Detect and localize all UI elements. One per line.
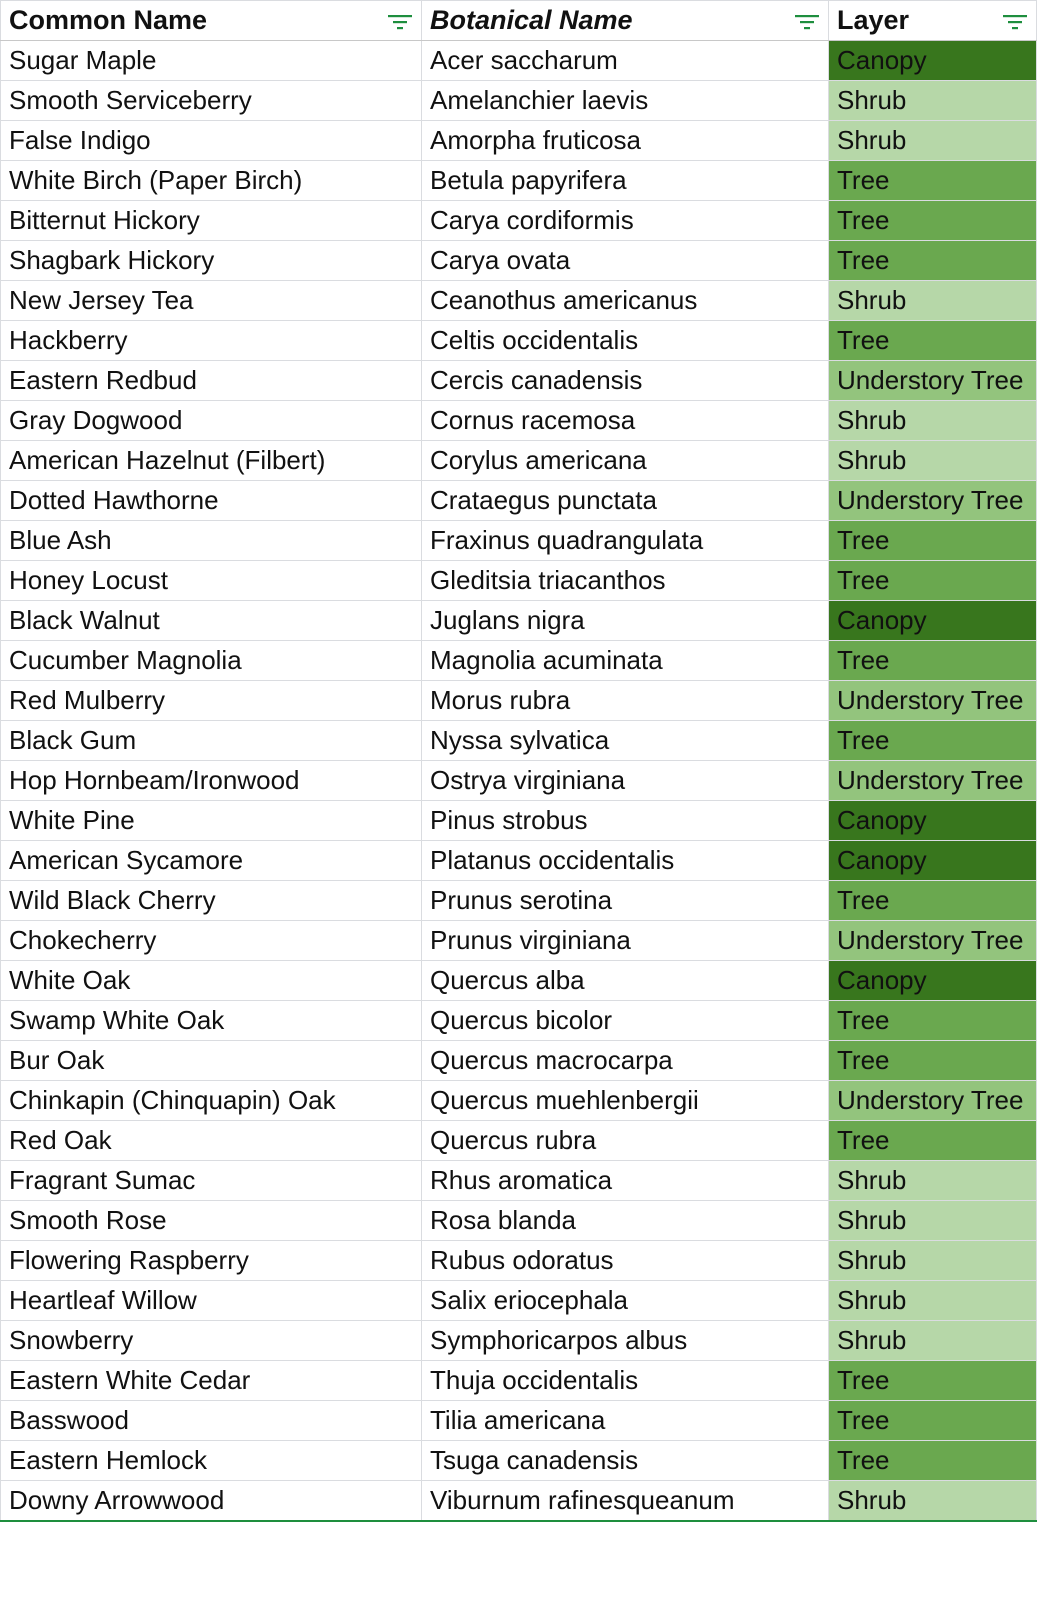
botanical-name-cell[interactable]: Amelanchier laevis [422,81,829,121]
layer-cell[interactable]: Shrub [829,401,1037,441]
botanical-name-cell[interactable]: Tsuga canadensis [422,1441,829,1481]
table-row [1,841,1037,881]
table-row [1,801,1037,841]
layer-cell[interactable]: Tree [829,641,1037,681]
botanical-name-cell[interactable]: Cornus racemosa [422,401,829,441]
common-name-cell[interactable]: New Jersey Tea [1,281,422,321]
table-row [1,41,1037,81]
botanical-name-cell[interactable]: Quercus alba [422,961,829,1001]
layer-cell[interactable]: Tree [829,721,1037,761]
layer-cell[interactable]: Tree [829,161,1037,201]
layer-cell[interactable]: Canopy [829,961,1037,1001]
layer-cell[interactable]: Shrub [829,1201,1037,1241]
botanical-name-cell[interactable]: Celtis occidentalis [422,321,829,361]
botanical-name-cell[interactable]: Quercus bicolor [422,1001,829,1041]
common-name-cell[interactable]: American Sycamore [1,841,422,881]
botanical-name-cell[interactable]: Nyssa sylvatica [422,721,829,761]
layer-cell[interactable]: Tree [829,321,1037,361]
botanical-name-cell[interactable]: Quercus rubra [422,1121,829,1161]
common-name-cell[interactable]: White Birch (Paper Birch) [1,161,422,201]
layer-cell[interactable]: Canopy [829,41,1037,81]
common-name-cell[interactable]: Eastern Redbud [1,361,422,401]
layer-cell[interactable]: Shrub [829,441,1037,481]
layer-cell[interactable]: Understory Tree [829,361,1037,401]
table-row [1,1041,1037,1081]
table-row [1,441,1037,481]
common-name-cell[interactable]: Bur Oak [1,1041,422,1081]
botanical-name-cell[interactable]: Carya cordiformis [422,201,829,241]
botanical-name-cell[interactable]: Thuja occidentalis [422,1361,829,1401]
table-row [1,561,1037,601]
common-name-cell[interactable]: Gray Dogwood [1,401,422,441]
common-name-cell[interactable]: Honey Locust [1,561,422,601]
common-name-cell[interactable]: Dotted Hawthorne [1,481,422,521]
table-row [1,521,1037,561]
table-row [1,1441,1037,1481]
layer-cell[interactable]: Shrub [829,1481,1037,1521]
botanical-name-cell[interactable]: Pinus strobus [422,801,829,841]
layer-cell[interactable]: Canopy [829,601,1037,641]
common-name-cell[interactable]: Blue Ash [1,521,422,561]
botanical-name-cell[interactable]: Quercus muehlenbergii [422,1081,829,1121]
common-name-cell[interactable]: Hackberry [1,321,422,361]
botanical-name-cell[interactable]: Magnolia acuminata [422,641,829,681]
botanical-name-cell[interactable]: Fraxinus quadrangulata [422,521,829,561]
layer-cell[interactable]: Tree [829,201,1037,241]
layer-cell[interactable]: Tree [829,561,1037,601]
botanical-name-cell[interactable]: Morus rubra [422,681,829,721]
header-botanical-name[interactable] [422,1,829,41]
layer-cell[interactable]: Shrub [829,81,1037,121]
layer-cell[interactable]: Shrub [829,1161,1037,1201]
table-row [1,481,1037,521]
layer-cell[interactable]: Tree [829,1001,1037,1041]
botanical-name-cell[interactable]: Amorpha fruticosa [422,121,829,161]
layer-cell[interactable]: Understory Tree [829,921,1037,961]
layer-cell[interactable]: Shrub [829,1241,1037,1281]
common-name-cell[interactable]: Bitternut Hickory [1,201,422,241]
table-row [1,241,1037,281]
table-row [1,1001,1037,1041]
table-body [1,41,1037,1521]
layer-cell[interactable]: Tree [829,1441,1037,1481]
botanical-name-cell[interactable]: Betula papyrifera [422,161,829,201]
common-name-cell[interactable]: Cucumber Magnolia [1,641,422,681]
botanical-name-cell[interactable]: Crataegus punctata [422,481,829,521]
botanical-name-cell[interactable]: Rosa blanda [422,1201,829,1241]
botanical-name-cell[interactable]: Carya ovata [422,241,829,281]
layer-cell[interactable]: Shrub [829,1321,1037,1361]
header-layer-label: Layer [837,5,910,35]
table-row [1,121,1037,161]
table-row [1,81,1037,121]
table-row [1,201,1037,241]
table-row [1,1401,1037,1441]
table-row [1,1121,1037,1161]
common-name-cell[interactable]: Smooth Serviceberry [1,81,422,121]
filter-icon[interactable] [794,13,820,31]
table-row [1,881,1037,921]
common-name-cell[interactable]: Black Walnut [1,601,422,641]
table-row [1,761,1037,801]
table-row [1,1201,1037,1241]
botanical-name-cell[interactable]: Platanus occidentalis [422,841,829,881]
header-row [1,1,1037,41]
common-name-cell[interactable]: Chinkapin (Chinquapin) Oak [1,1081,422,1121]
header-common-name-label: Common Name [9,5,208,35]
common-name-cell[interactable]: Sugar Maple [1,41,422,81]
layer-cell[interactable]: Tree [829,1041,1037,1081]
common-name-cell[interactable]: Smooth Rose [1,1201,422,1241]
filter-icon[interactable] [1002,13,1028,31]
common-name-cell[interactable]: Chokecherry [1,921,422,961]
layer-cell[interactable]: Tree [829,1361,1037,1401]
botanical-name-cell[interactable]: Prunus virginiana [422,921,829,961]
table-header [1,1,1037,41]
common-name-cell[interactable]: Hop Hornbeam/Ironwood [1,761,422,801]
header-common-name[interactable] [1,1,422,41]
common-name-cell[interactable]: Heartleaf Willow [1,1281,422,1321]
common-name-cell[interactable]: Red Oak [1,1121,422,1161]
botanical-name-cell[interactable]: Ceanothus americanus [422,281,829,321]
table-row [1,1081,1037,1121]
common-name-cell[interactable]: Eastern Hemlock [1,1441,422,1481]
layer-cell[interactable]: Tree [829,521,1037,561]
botanical-name-cell[interactable]: Tilia americana [422,1401,829,1441]
table-row [1,601,1037,641]
table-row [1,161,1037,201]
layer-cell[interactable]: Understory Tree [829,1081,1037,1121]
common-name-cell[interactable]: Flowering Raspberry [1,1241,422,1281]
table-row [1,961,1037,1001]
filter-icon[interactable] [387,13,413,31]
botanical-name-cell[interactable]: Corylus americana [422,441,829,481]
header-layer[interactable] [829,1,1037,41]
botanical-name-cell[interactable]: Acer saccharum [422,41,829,81]
layer-cell[interactable]: Understory Tree [829,681,1037,721]
common-name-cell[interactable]: Fragrant Sumac [1,1161,422,1201]
table-row [1,681,1037,721]
table-row [1,1241,1037,1281]
layer-cell[interactable]: Canopy [829,801,1037,841]
layer-cell[interactable]: Tree [829,881,1037,921]
common-name-cell[interactable]: Downy Arrowwood [1,1481,422,1521]
common-name-cell[interactable]: American Hazelnut (Filbert) [1,441,422,481]
header-botanical-name-label: Botanical Name [430,5,633,35]
common-name-cell[interactable]: Black Gum [1,721,422,761]
common-name-cell[interactable]: Swamp White Oak [1,1001,422,1041]
layer-cell[interactable]: Shrub [829,121,1037,161]
table-row [1,721,1037,761]
botanical-name-cell[interactable]: Gleditsia triacanthos [422,561,829,601]
layer-cell[interactable]: Understory Tree [829,481,1037,521]
common-name-cell[interactable]: Eastern White Cedar [1,1361,422,1401]
botanical-name-cell[interactable]: Cercis canadensis [422,361,829,401]
table-row [1,321,1037,361]
botanical-name-cell[interactable]: Rubus odoratus [422,1241,829,1281]
common-name-cell[interactable]: Wild Black Cherry [1,881,422,921]
common-name-cell[interactable]: Red Mulberry [1,681,422,721]
common-name-cell[interactable]: White Oak [1,961,422,1001]
botanical-name-cell[interactable]: Viburnum rafinesqueanum [422,1481,829,1521]
layer-cell[interactable]: Shrub [829,1281,1037,1321]
table-row [1,1481,1037,1521]
layer-cell[interactable]: Canopy [829,841,1037,881]
table-row [1,281,1037,321]
layer-cell[interactable]: Shrub [829,281,1037,321]
table-row [1,921,1037,961]
table-row [1,401,1037,441]
layer-cell[interactable]: Understory Tree [829,761,1037,801]
botanical-name-cell[interactable]: Prunus serotina [422,881,829,921]
table-row [1,361,1037,401]
table-row [1,1281,1037,1321]
botanical-name-cell[interactable]: Quercus macrocarpa [422,1041,829,1081]
common-name-cell[interactable]: White Pine [1,801,422,841]
table-row [1,641,1037,681]
layer-cell[interactable]: Tree [829,1121,1037,1161]
common-name-cell[interactable]: Shagbark Hickory [1,241,422,281]
common-name-cell[interactable]: False Indigo [1,121,422,161]
botanical-name-cell[interactable]: Juglans nigra [422,601,829,641]
table-row [1,1361,1037,1401]
botanical-name-cell[interactable]: Symphoricarpos albus [422,1321,829,1361]
botanical-name-cell[interactable]: Salix eriocephala [422,1281,829,1321]
table-row [1,1161,1037,1201]
common-name-cell[interactable]: Snowberry [1,1321,422,1361]
botanical-name-cell[interactable]: Ostrya virginiana [422,761,829,801]
table-row [1,1321,1037,1361]
botanical-name-cell[interactable]: Rhus aromatica [422,1161,829,1201]
layer-cell[interactable]: Tree [829,1401,1037,1441]
layer-cell[interactable]: Tree [829,241,1037,281]
common-name-cell[interactable]: Basswood [1,1401,422,1441]
